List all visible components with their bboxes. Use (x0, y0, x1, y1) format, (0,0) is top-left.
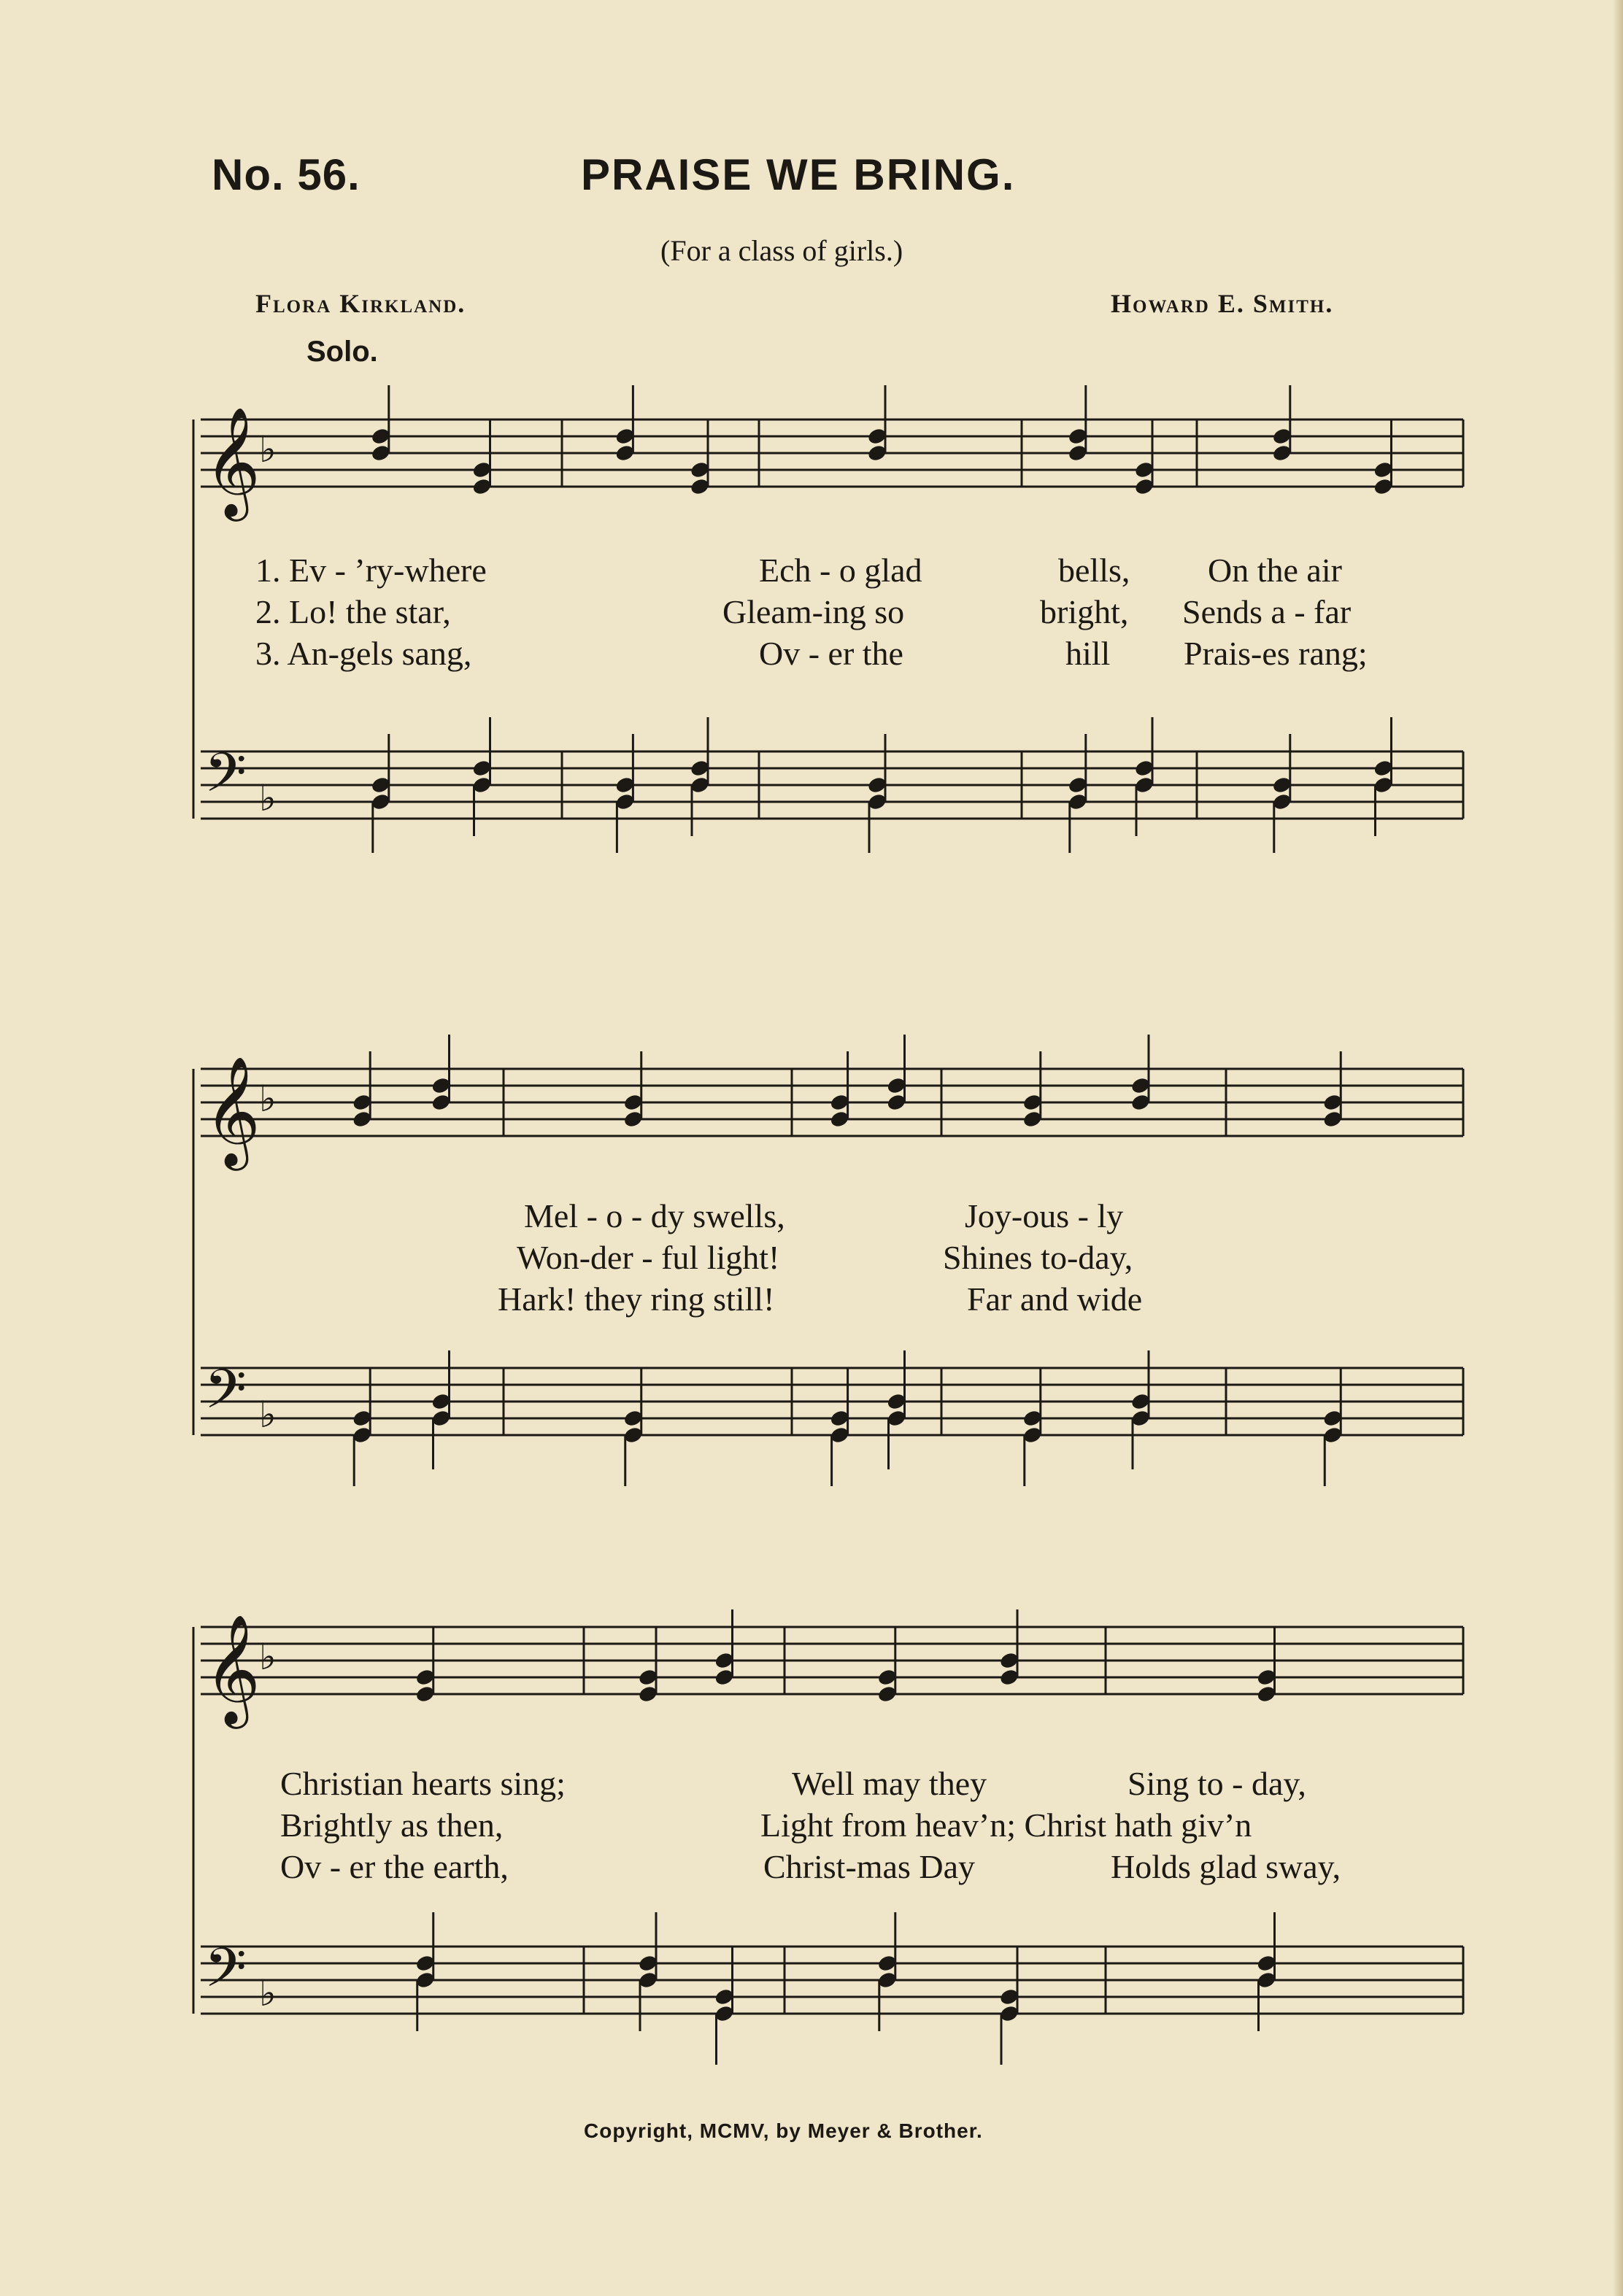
subtitle: (For a class of girls.) (660, 234, 903, 267)
treble-clef-icon: 𝄞 (204, 1055, 261, 1166)
bass-clef-icon: 𝄢 (204, 741, 247, 818)
lyric-verse1-sys3-a: Christian hearts sing; (280, 1765, 566, 1802)
solo-marking: Solo. (307, 336, 378, 368)
lyric-verse1-sys1-a: 1. Ev - ’ry-where (255, 552, 487, 589)
lyric-verse1-sys2-a: Mel - o - dy swells, (524, 1197, 785, 1234)
lyric-verse1-sys1-c: bells, (1058, 552, 1130, 589)
lyric-verse1-sys1-d: On the air (1208, 552, 1342, 589)
lyric-verse3-sys1-c: hill (1065, 635, 1111, 672)
treble-clef-icon: 𝄞 (204, 1613, 261, 1724)
bass-clef-icon: 𝄢 (204, 1358, 247, 1434)
hymn-title: PRAISE WE BRING. (581, 150, 1016, 199)
flat-icon: ♭ (259, 1394, 277, 1436)
lyric-verse3-sys1-a: 3. An-gels sang, (255, 635, 472, 672)
lyric-verse1-sys3-c: Sing to - day, (1127, 1765, 1306, 1802)
copyright-notice: Copyright, MCMV, by Meyer & Brother. (584, 2119, 983, 2142)
lyric-verse3-sys2-b: Far and wide (967, 1280, 1143, 1318)
lyric-verse3-sys1-d: Prais-es rang; (1184, 635, 1368, 672)
lyric-verse1-sys3-b: Well may they (792, 1765, 987, 1802)
lyric-verse2-sys1-a: 2. Lo! the star, (255, 593, 451, 630)
lyric-verse2-sys3-b: Light from heav’n; Christ hath giv’n (760, 1806, 1252, 1844)
lyric-verse3-sys3-c: Holds glad sway, (1111, 1848, 1341, 1885)
flat-icon: ♭ (259, 1972, 277, 2014)
lyric-verse2-sys3-a: Brightly as then, (280, 1806, 504, 1844)
lyric-verse2-sys1-c: bright, (1040, 593, 1129, 630)
lyric-verse3-sys2-a: Hark! they ring still! (498, 1280, 775, 1318)
lyric-verse1-sys2-b: Joy-ous - ly (965, 1197, 1124, 1234)
treble-clef-icon: 𝄞 (204, 406, 261, 517)
lyric-verse2-sys2-b: Shines to-day, (943, 1239, 1133, 1276)
flat-icon: ♭ (259, 1078, 277, 1120)
page-edge-shadow (1613, 0, 1623, 2296)
lyric-verse2-sys1-b: Gleam-ing so (722, 593, 905, 630)
lyric-verse2-sys2-a: Won-der - ful light! (517, 1239, 780, 1276)
lyric-verse1-sys1-b: Ech - o glad (759, 552, 922, 589)
composer-credit: Howard E. Smith. (1111, 289, 1334, 318)
flat-icon: ♭ (259, 1636, 277, 1678)
lyric-verse3-sys1-b: Ov - er the (759, 635, 903, 672)
flat-icon: ♭ (259, 777, 277, 819)
hymn-number: No. 56. (212, 150, 361, 199)
lyricist-credit: Flora Kirkland. (255, 289, 466, 318)
lyric-verse3-sys3-b: Christ-mas Day (763, 1848, 976, 1885)
lyric-verse2-sys1-d: Sends a - far (1182, 593, 1352, 630)
bass-clef-icon: 𝄢 (204, 1936, 247, 2013)
lyric-verse3-sys3-a: Ov - er the earth, (280, 1848, 509, 1885)
flat-icon: ♭ (259, 428, 277, 471)
